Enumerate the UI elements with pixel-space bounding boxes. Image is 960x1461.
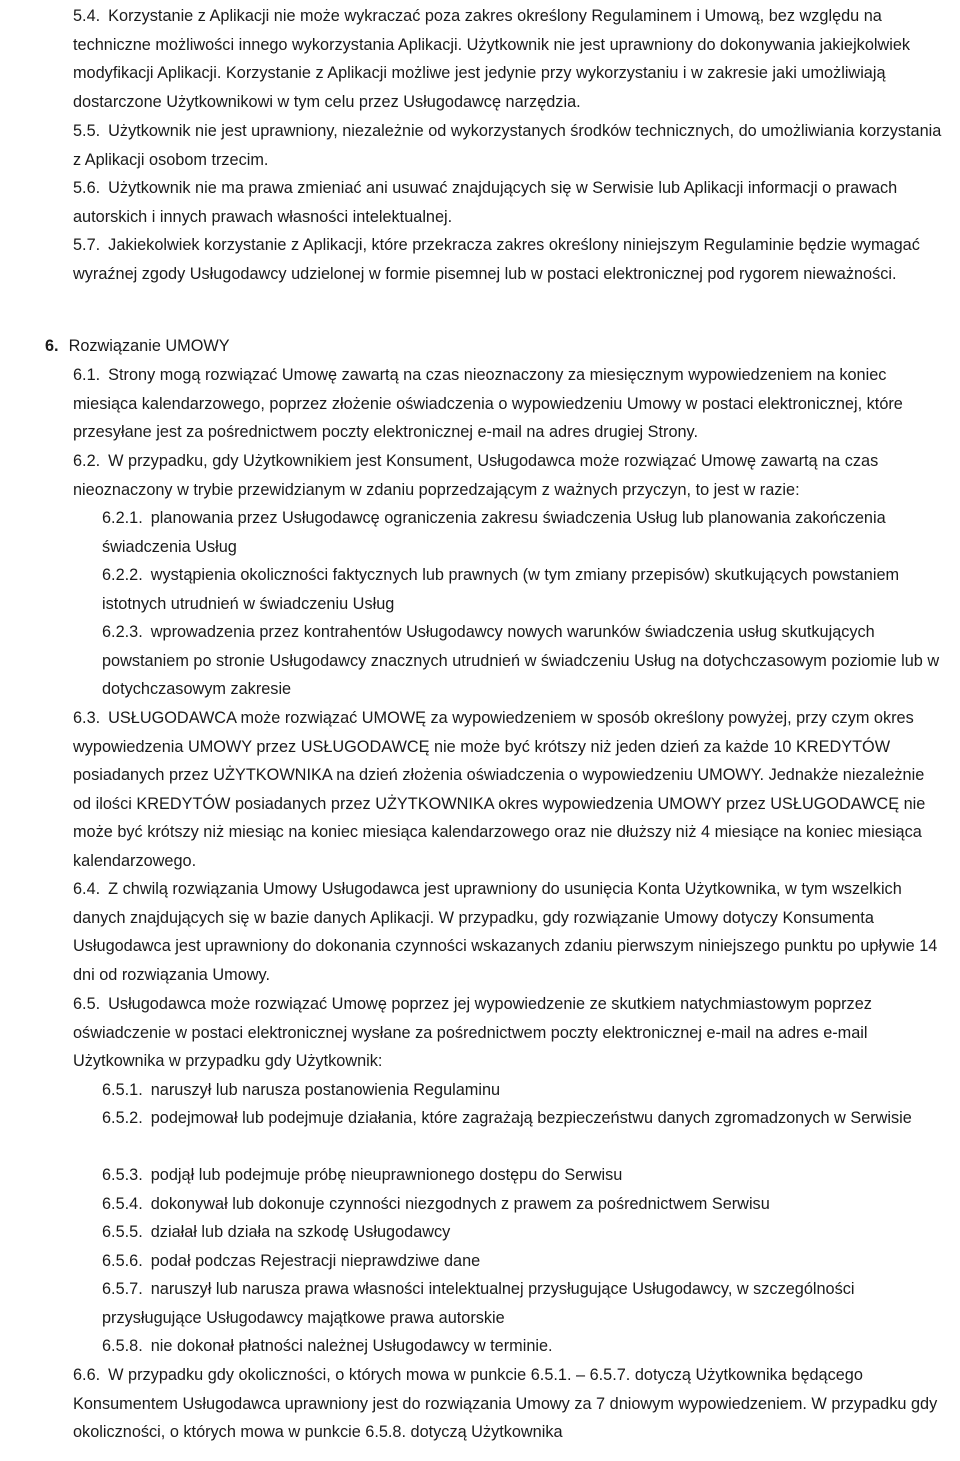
paragraph-6-5-5	[102, 1218, 945, 1247]
section-heading-6	[45, 332, 945, 361]
paragraph-text: podjął lub podejmuje próbę nieuprawnionego dostępu do Serwisu	[150, 1166, 623, 1184]
paragraph-6-5	[73, 990, 945, 1076]
paragraph-6-2-3	[102, 618, 945, 704]
paragraph-number: 6.3.	[73, 709, 101, 727]
paragraph-text: nie dokonał płatności należnej Usługodawcy w terminie.	[150, 1337, 553, 1355]
paragraph-text: podejmował lub podejmuje działania, które zagrażają bezpieczeństwu danych zgromadzonych w Serwisie	[150, 1109, 912, 1127]
paragraph-6-5-3	[102, 1161, 945, 1190]
paragraph-number: 6.5.3.	[102, 1166, 143, 1184]
paragraph-6-3	[73, 704, 945, 876]
paragraph-number: 5.7.	[73, 236, 101, 254]
section-title: Rozwiązanie UMOWY	[68, 337, 230, 355]
paragraph-text: dokonywał lub dokonuje czynności niezgodnych z prawem za pośrednictwem Serwisu	[150, 1195, 770, 1213]
paragraph-6-5-1	[102, 1076, 945, 1105]
paragraph-text: Z chwilą rozwiązania Umowy Usługodawca jest uprawniony do usunięcia Konta Użytkownika, w tym wszelkich danych znajdujących się w bazie danych Aplikacji. W przypadku, gdy rozwiązanie Umowy dotyczy Konsumenta Usługodawca jest uprawniony do dokonania czynności wskazanych zdaniu pierwszym niniejszego punktu po upływie 14 dni od rozwiązania Umowy.	[73, 880, 938, 984]
paragraph-text: W przypadku, gdy Użytkownikiem jest Konsument, Usługodawca może rozwiązać Umowę zawartą na czas nieoznaczony w trybie przewidzianym w zdaniu poprzedzającym z ważnych przyczyn, to jest w razie:	[73, 452, 879, 499]
paragraph-6-2	[73, 447, 945, 504]
paragraph-text: Usługodawca może rozwiązać Umowę poprzez jej wypowiedzenie ze skutkiem natychmiastowym poprzez oświadczenie w postaci elektronicznej wysłane za pośrednictwem poczty elektronicznej e-mail na adres e-mail Użytkownika w przypadku gdy Użytkownik:	[73, 995, 872, 1071]
paragraph-number: 6.2.3.	[102, 623, 143, 641]
paragraph-number: 6.5.6.	[102, 1252, 143, 1270]
paragraph-text: podał podczas Rejestracji nieprawdziwe dane	[150, 1252, 481, 1270]
paragraph-text: Korzystanie z Aplikacji nie może wykraczać poza zakres określony Regulaminem i Umową, bez względu na techniczne możliwości innego wykorzystania Aplikacji. Użytkownik nie jest uprawniony do dokonywania jakiejkolwiek modyfikacji Aplikacji. Korzystanie z Aplikacji możliwe jest jedynie przy wykorzystaniu i w zakresie jaki umożliwiają dostarczone Użytkownikowi w tym celu przez Usługodawcę narzędzia.	[73, 7, 911, 111]
paragraph-number: 5.4.	[73, 7, 101, 25]
paragraph-5-5	[73, 117, 945, 174]
paragraph-6-2-1	[102, 504, 945, 561]
paragraph-6-5-2	[102, 1104, 945, 1133]
paragraph-number: 6.5.2.	[102, 1109, 143, 1127]
paragraph-6-4	[73, 875, 945, 989]
paragraph-6-5-8	[102, 1332, 945, 1361]
paragraph-text: działał lub działa na szkodę Usługodawcy	[150, 1223, 451, 1241]
paragraph-6-6	[73, 1361, 945, 1447]
paragraph-number: 6.5.7.	[102, 1280, 143, 1298]
paragraph-6-5-4	[102, 1190, 945, 1219]
paragraph-number: 5.5.	[73, 122, 101, 140]
paragraph-text: naruszył lub narusza prawa własności intelektualnej przysługujące Usługodawcy, w szczególności przysługujące Usługodawcy majątkowe prawa autorskie	[102, 1280, 855, 1327]
paragraph-text: planowania przez Usługodawcę ograniczenia zakresu świadczenia Usług lub planowania zakończenia świadczenia Usług	[102, 509, 886, 556]
paragraph-text: USŁUGODAWCA może rozwiązać UMOWĘ za wypowiedzeniem w sposób określony powyżej, przy czym okres wypowiedzenia UMOWY przez USŁUGODAWCĘ nie może być krótszy niż jeden dzień za każde 10 KREDYTÓW posiadanych przez UŻYTKOWNIKA na dzień złożenia oświadczenia o wypowiedzeniu UMOWY. Jednakże niezależnie od ilości KREDYTÓW posiadanych przez UŻYTKOWNIKA okres wypowiedzenia UMOWY przez USŁUGODAWCĘ nie może być krótszy niż miesiąc na koniec miesiąca kalendarzowego oraz nie dłuższy niż 4 miesiące na koniec miesiąca kalendarzowego.	[73, 709, 926, 870]
paragraph-number: 6.5.8.	[102, 1337, 143, 1355]
paragraph-number: 6.4.	[73, 880, 101, 898]
paragraph-number: 6.5.4.	[102, 1195, 143, 1213]
paragraph-text: Użytkownik nie ma prawa zmieniać ani usuwać znajdujących się w Serwisie lub Aplikacji informacji o prawach autorskich i innych prawach własności intelektualnej.	[73, 179, 898, 226]
paragraph-number: 6.6.	[73, 1366, 101, 1384]
paragraph-text: wystąpienia okoliczności faktycznych lub prawnych (w tym zmiany przepisów) skutkujących powstaniem istotnych utrudnień w świadczeniu Usług	[102, 566, 900, 613]
paragraph-6-5-7	[102, 1275, 945, 1332]
paragraph-5-6	[73, 174, 945, 231]
paragraph-6-1	[73, 361, 945, 447]
paragraph-text: wprowadzenia przez kontrahentów Usługodawcy nowych warunków świadczenia usług skutkujących powstaniem po stronie Usługodawcy znacznych utrudnień w świadczeniu Usług na dotychczasowym poziomie lub w dotychczasowym zakresie	[102, 623, 940, 699]
paragraph-text: Strony mogą rozwiązać Umowę zawartą na czas nieoznaczony za miesięcznym wypowiedzeniem na koniec miesiąca kalendarzowego, poprzez złożenie oświadczenia o wypowiedzeniu Umowy w postaci elektronicznej, które przesyłane jest za pośrednictwem poczty elektronicznej e-mail na adres drugiej Strony.	[73, 366, 903, 442]
paragraph-number: 6.5.	[73, 995, 101, 1013]
paragraph-number: 6.2.1.	[102, 509, 143, 527]
section-number: 6.	[45, 337, 59, 355]
paragraph-number: 6.2.	[73, 452, 101, 470]
paragraph-number: 5.6.	[73, 179, 101, 197]
paragraph-text: W przypadku gdy okoliczności, o których mowa w punkcie 6.5.1. – 6.5.7. dotyczą Użytkownika będącego Konsumentem Usługodawca uprawniony jest do rozwiązania Umowy za 7 dniowym wypowiedzeniem. W przypadku gdy okoliczności, o których mowa w punkcie 6.5.8. dotyczą Użytkownika	[73, 1366, 938, 1442]
paragraph-text: Użytkownik nie jest uprawniony, niezależnie od wykorzystanych środków technicznych, do umożliwiania korzystania z Aplikacji osobom trzecim.	[73, 122, 942, 169]
paragraph-text: naruszył lub narusza postanowienia Regulaminu	[150, 1081, 501, 1099]
paragraph-6-5-6	[102, 1247, 945, 1276]
paragraph-number: 6.5.1.	[102, 1081, 143, 1099]
paragraph-5-4	[73, 2, 945, 116]
paragraph-5-7	[73, 231, 945, 288]
paragraph-6-2-2	[102, 561, 945, 618]
paragraph-number: 6.5.5.	[102, 1223, 143, 1241]
paragraph-number: 6.1.	[73, 366, 101, 384]
paragraph-text: Jakiekolwiek korzystanie z Aplikacji, które przekracza zakres określony niniejszym Regulaminie będzie wymagać wyraźnej zgody Usługodawcy udzielonej w formie pisemnej lub w postaci elektronicznej pod rygorem nieważności.	[73, 236, 920, 283]
paragraph-number: 6.2.2.	[102, 566, 143, 584]
